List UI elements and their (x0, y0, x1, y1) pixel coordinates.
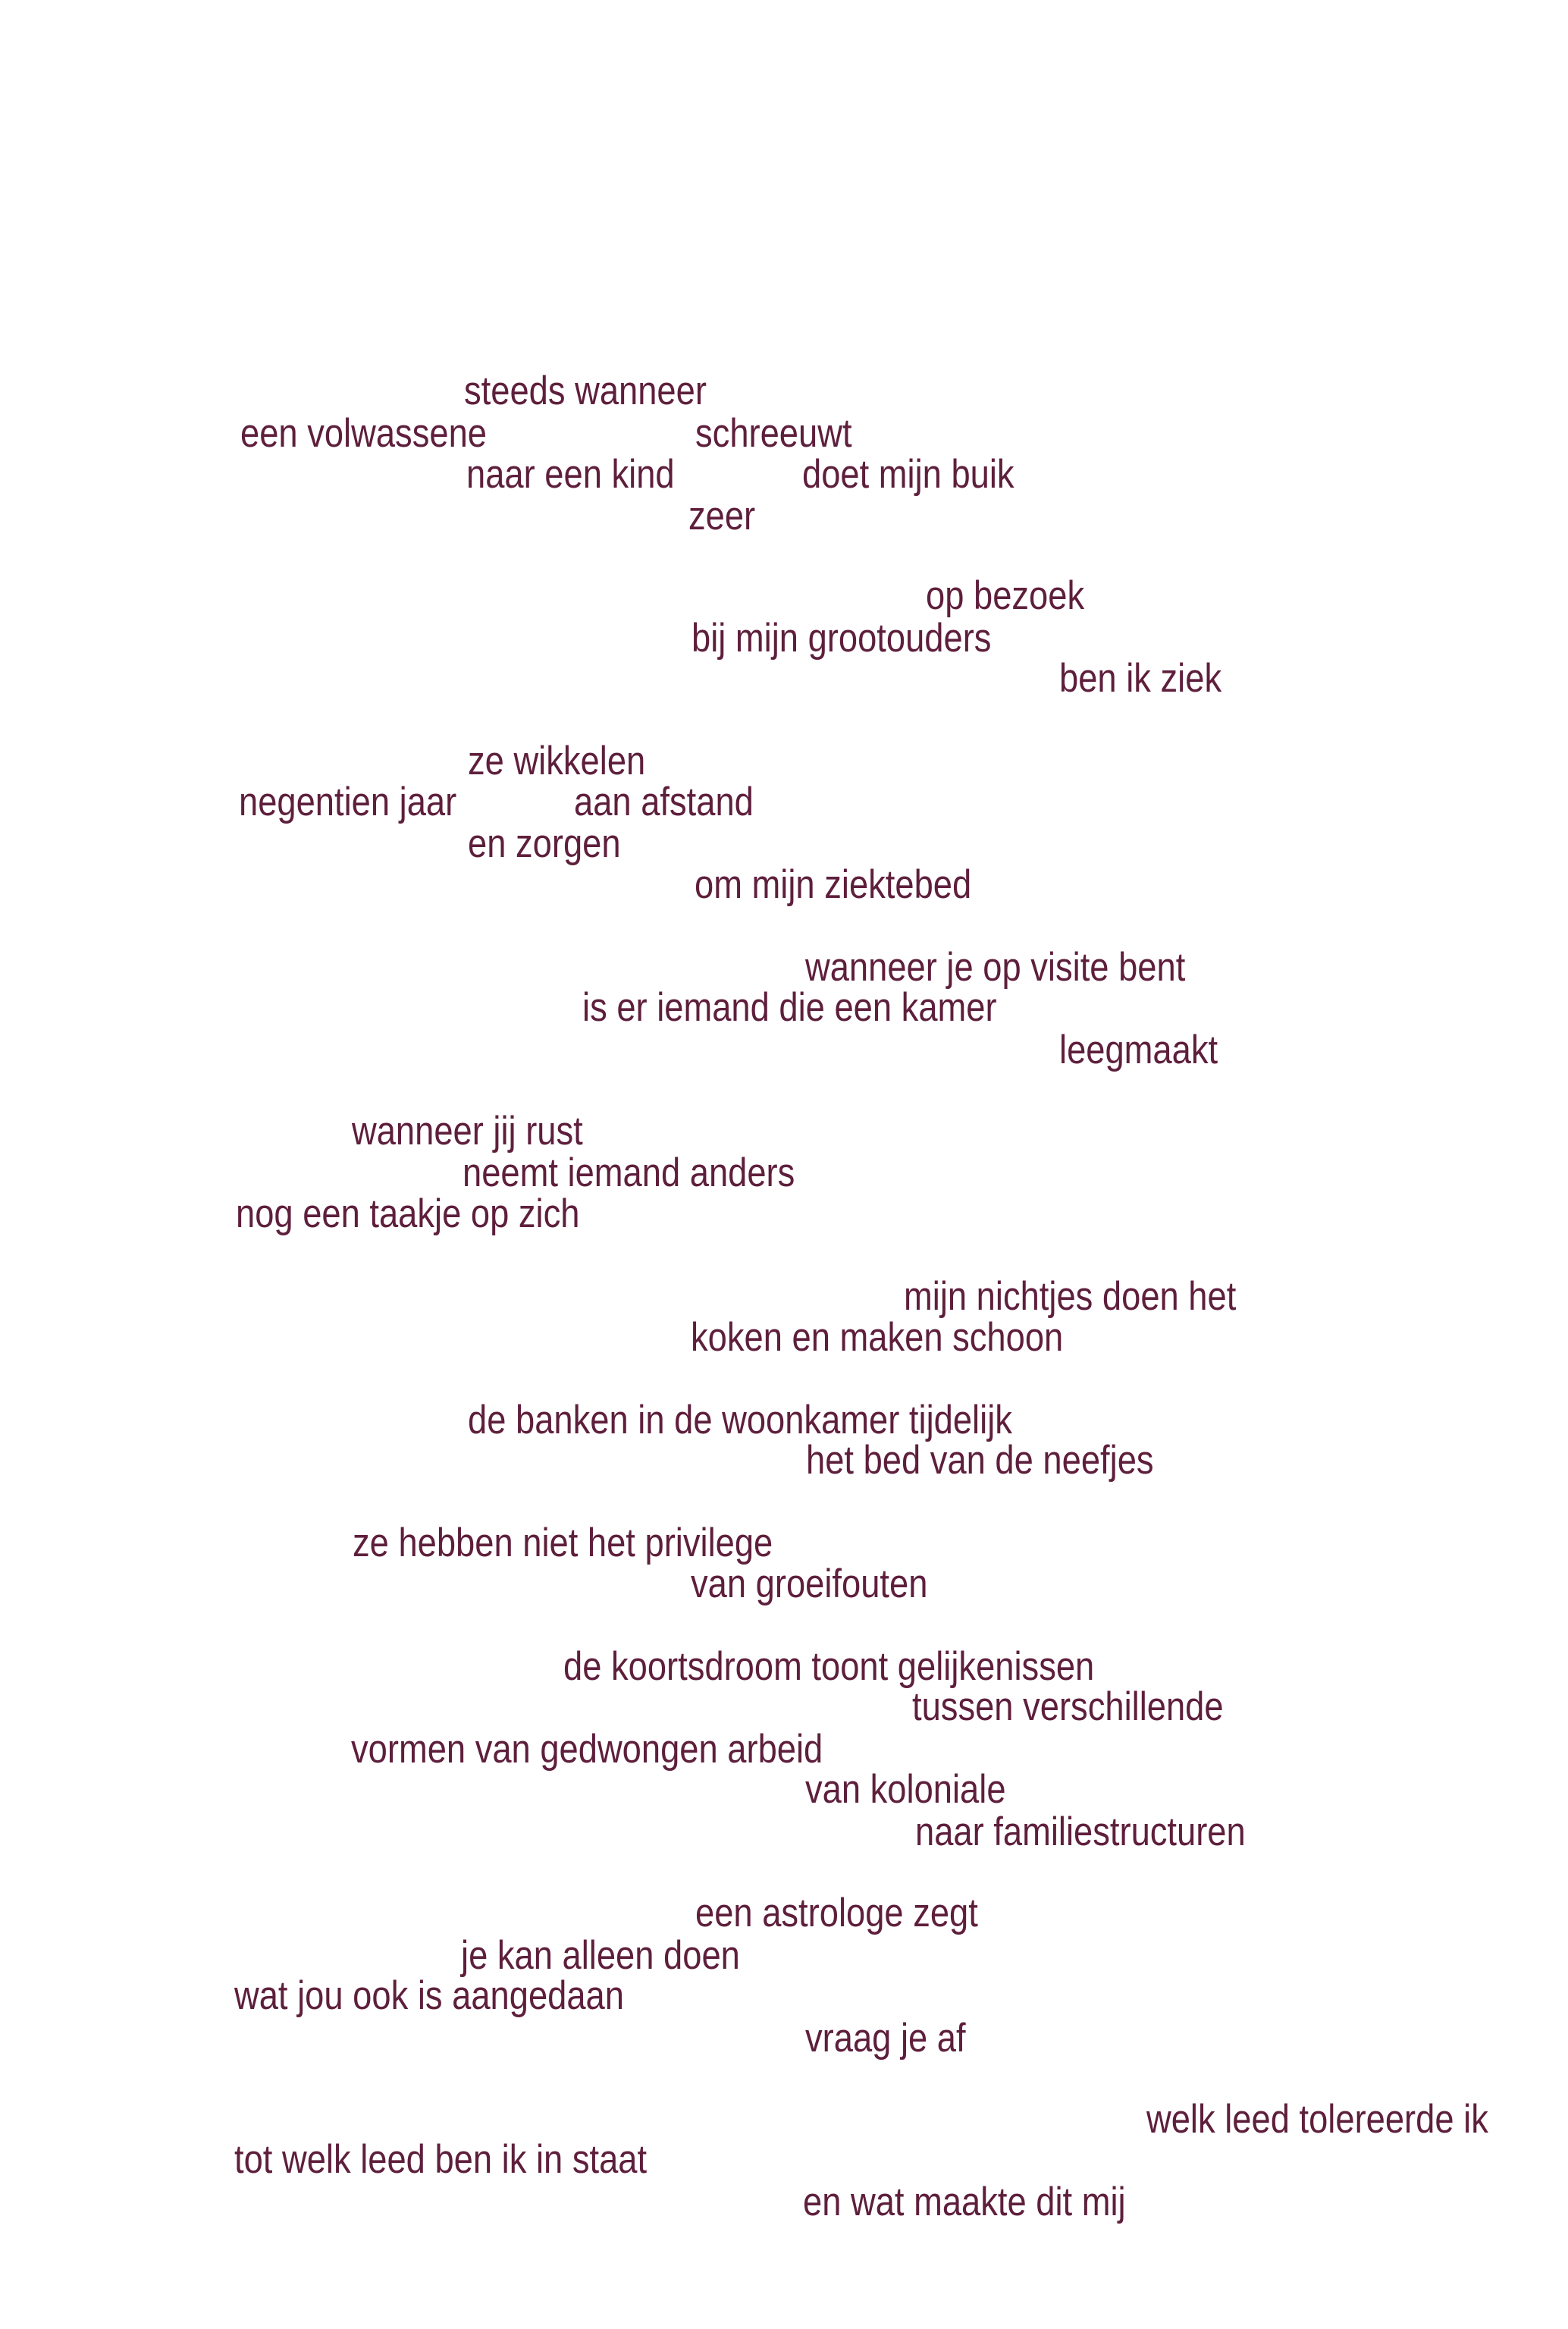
poem-line: een astrologe zegt (695, 1891, 978, 1935)
poem-line: tot welk leed ben ik in staat (234, 2137, 648, 2182)
poem-line: vraag je af (805, 2016, 966, 2061)
poem-line: welk leed tolereerde ik (1146, 2097, 1488, 2142)
poem-line: leegmaakt (1059, 1028, 1218, 1072)
poem-line: mijn nichtjes doen het (904, 1274, 1237, 1319)
poem-line: neemt iemand anders (463, 1150, 795, 1195)
poem-line: zeer (688, 494, 756, 538)
poem-line: je kan alleen doen (461, 1933, 740, 1978)
poem-line: van koloniale (805, 1767, 1006, 1812)
poem-line: om mijn ziektebed (695, 862, 972, 907)
poem-line: de banken in de woonkamer tijdelijk (468, 1398, 1012, 1442)
poem-line: op bezoek (926, 573, 1085, 618)
poem-line: wat jou ook is aangedaan (234, 1973, 624, 2018)
poem-line: doet mijn buik (802, 452, 1014, 497)
poem-line: koken en maken schoon (691, 1315, 1064, 1360)
poem-line: vormen van gedwongen arbeid (351, 1727, 823, 1772)
poem-line: tussen verschillende (912, 1684, 1224, 1729)
poem-line: bij mijn grootouders (691, 616, 992, 661)
poem-line: schreeuwt (695, 411, 852, 456)
poem-line: naar familiestructuren (915, 1810, 1246, 1854)
poem-line: is er iemand die een kamer (582, 985, 997, 1030)
poem-line: ze wikkelen (468, 739, 646, 783)
poem-line: aan afstand (574, 780, 754, 824)
poem-line: ze hebben niet het privilege (353, 1521, 773, 1565)
poem-line: steeds wanneer (464, 369, 707, 413)
poem-line: en wat maakte dit mij (803, 2180, 1126, 2224)
poem-line: een volwassene (240, 411, 487, 456)
poem-line: nog een taakje op zich (236, 1191, 580, 1236)
poem-line: van groeifouten (691, 1562, 928, 1606)
poem-line: en zorgen (468, 821, 621, 866)
poem-line: de koortsdroom toont gelijkenissen (563, 1644, 1095, 1689)
poem-line: wanneer jij rust (352, 1109, 583, 1154)
poem-line: naar een kind (466, 452, 675, 497)
poem-line: wanneer je op visite bent (805, 945, 1186, 990)
poem-line: ben ik ziek (1059, 656, 1222, 701)
poem-line: het bed van de neefjes (806, 1438, 1154, 1483)
poem-line: negentien jaar (239, 780, 457, 824)
